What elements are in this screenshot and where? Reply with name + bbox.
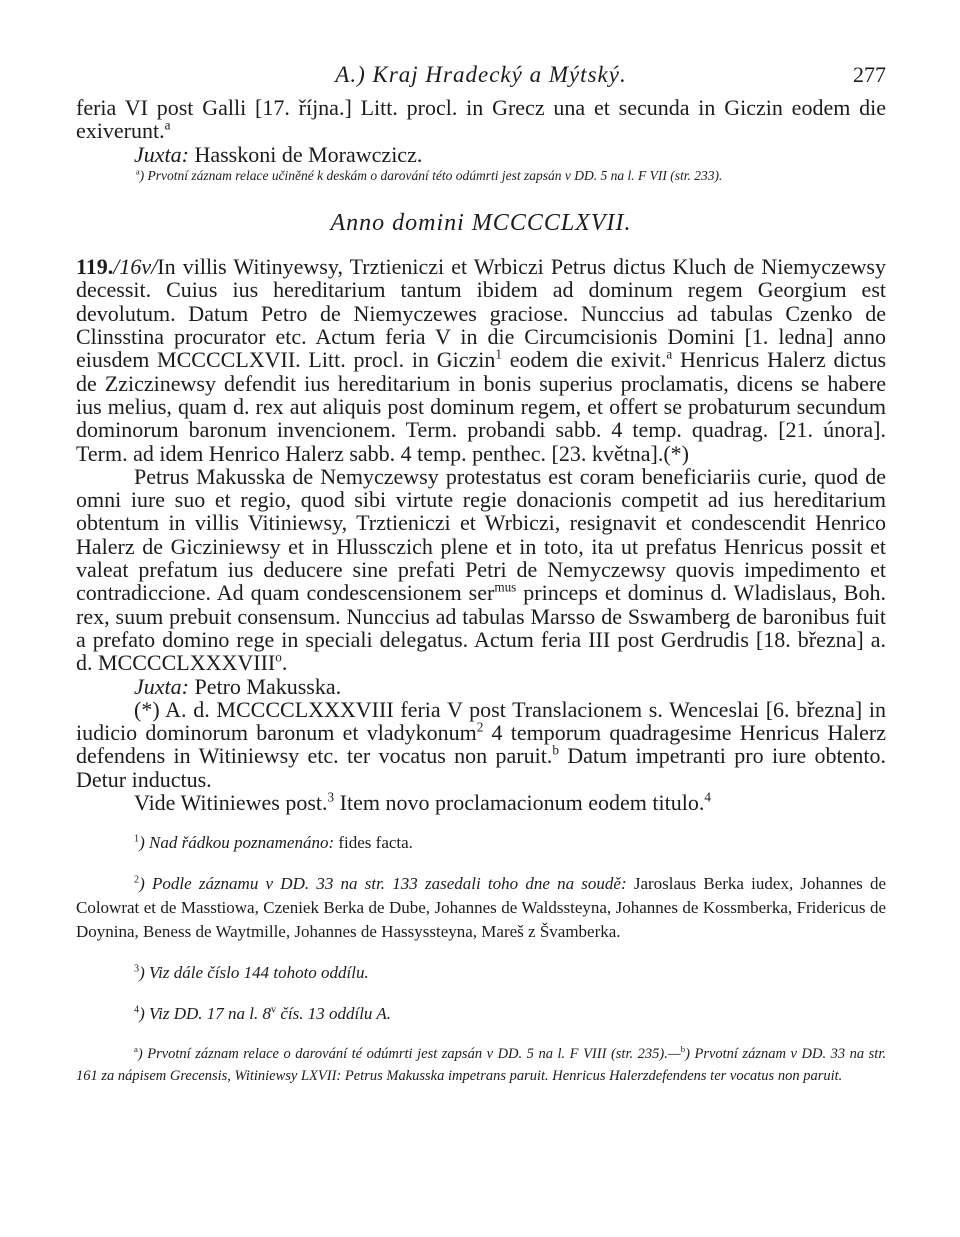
document-page bbox=[76, 62, 886, 1102]
entry-119-paragraph-4: Vide Witiniewes post.$^3$ Item novo proclamacionum eodem titulo.$^4$ bbox=[134, 789, 711, 816]
footnote-2: $^2$) Podle záznamu v DD. 33 na str. 133 zasedali toho dne na soudě: Jaroslaus Berka iudex, Johannes de Colowrat et de Masstiowa, Czeniek Berka de Dube, Johannes de Waldssteyna, Johannes de Kossmberka, Fridericus de Doynina, Beness de Waytmille, Johannes de Hassyssteyna, Mareš z Švamberka. bbox=[76, 874, 886, 942]
folio-ref: /16v/ bbox=[113, 254, 158, 280]
footnote-3: $^3$) Viz dále číslo 144 tohoto oddílu. bbox=[134, 963, 369, 983]
juxta-line: Juxta: Hasskoni de Morawczicz. bbox=[134, 141, 423, 167]
main-text bbox=[76, 96, 886, 814]
page-number: 277 bbox=[853, 62, 886, 87]
footnote-marker: a bbox=[164, 117, 171, 133]
footnotes bbox=[76, 831, 886, 1087]
juxta-line-2: Juxta: Petro Makusska. bbox=[134, 673, 342, 699]
running-title: A.) Kraj Hradecký a Mýtský. bbox=[335, 62, 627, 87]
entry-119-paragraph-3: (*) A. d. MCCCCLXXXVIII feria V post Translacionem s. Wenceslai [6. března] in iudicio dominorum baronum et vladykonum$^2$ 4 temporum quadragesime Henricus Halerz defendens in Witiniewsy etc. ter vocatus non paruit.$^b$ Datum impetranti pro iure obtento. Detur inductus. bbox=[76, 696, 887, 792]
page-header bbox=[76, 62, 886, 96]
entry-119-paragraph-1: 119./16v/In villis Witinyewsy, Trztieniczi et Wrbiczi Petrus dictus Kluch de Niemyczewsy decessit. Cuius ius hereditarium tantum ibidem ad dominum regem Georgium est devolutum. Datum Petro de Niemyczewes graciose. Nunccius ad tabulas Czenko de Clinsstina procurator etc. Actum feria V in die Circumcisionis Domini [1. ledna] anno eiusdem MCCCCLXVII. Litt. procl. in Giczin$^1$ eodem die exivit.$^a$ Henricus Halerz dictus de Zziczinewsy defendit ius hereditarium in bonis superius proclamatis, dicens se habere ius melius, quam d. rex aut aliquis post dominum regem, et offert se probaturum secundum dominorum baronum invencionem. Term. probandi sabb. 4 temp. quadrag. [21. února]. Term. ad idem Henrico Halerz sabb. 4 temp. penthec. [23. května].(*) bbox=[76, 254, 887, 466]
footnote-a-b: $^a$) Prvotní záznam relace o darování té odúmrti jest zapsán v DD. 5 na l. F VIII (str. 235).—$^b$) Prvotní záznam v DD. 33 na str. 161 za nápisem Grecensis, Witiniewsy LXVII: Petrus Makusska impetrans paruit. Henricus Halerzdefendens ter vocatus non paruit. bbox=[76, 1044, 886, 1085]
year-heading: Anno domini MCCCCLXVII. bbox=[330, 209, 632, 236]
entry-number: 119. bbox=[76, 254, 114, 280]
continuation-paragraph: feria VI post Galli [17. října.] Litt. procl. in Grecz una et secunda in Giczin eodem die exiverunt.$^a$ bbox=[76, 95, 886, 144]
entry-119-paragraph-2: Petrus Makusska de Nemyczewsy protestatus est coram beneficiariis curie, quod de omni iure suo et regio, quod sibi virtute regie donacionis competit ad ius hereditarium obtentum in villis Vitiniewsy, Trztieniczi et Wrbiczi, resignavit et condescendit Henrico Halerz de Gicziniewsy et in Hlussczich plene et in toto, ita ut prefatus Henricus possit et valeat prefatum ius deducere sine prefati Petri de Nemyczewsy quovis impedimento et contradiccione. Ad quam condescensionem ser$^{mus}$ princeps et dominus d. Wladislaus, Boh. rex, suum prebuit consensum. Nunccius ad tabulas Marsso de Sswamberg de baronibus fuit a prefato domino rege in speciali delegatus. Actum feria III post Gerdrudis [18. března] a. d. MCCCCLXXXVIII$^o$. bbox=[76, 463, 886, 676]
footnote-1: $^1$) Nad řádkou poznamenáno: fides facta. bbox=[134, 833, 413, 853]
footnote-4: $^4$) Viz DD. 17 na l. 8$^v$ čís. 13 oddílu A. bbox=[134, 1004, 392, 1024]
footnote-a-top: $^a$) Prvotní záznam relace učiněné k deskám o darování této odúmrti jest zapsán v DD. 5 na l. F VII (str. 233). bbox=[136, 167, 723, 183]
